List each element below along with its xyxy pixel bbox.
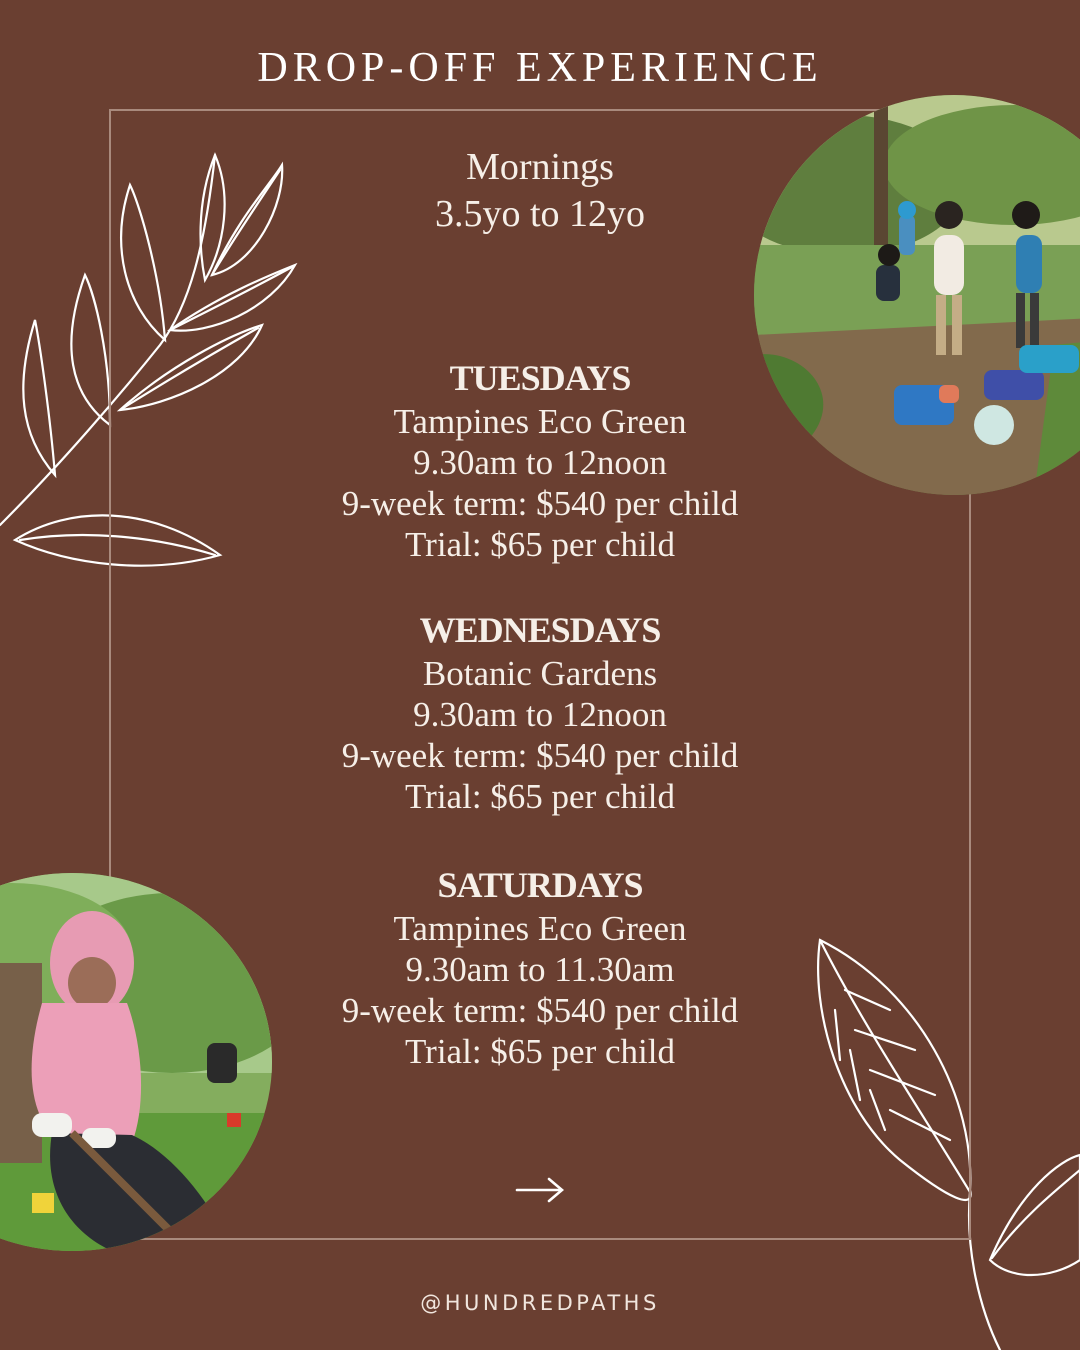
session-term-price: 9-week term: $540 per child [341, 736, 739, 775]
intro-mornings: Mornings [466, 146, 614, 188]
session-day: WEDNESDAYS [419, 610, 661, 650]
session-location: Botanic Gardens [422, 654, 658, 693]
session-day: TUESDAYS [449, 358, 631, 398]
session-saturdays [0, 865, 1080, 1072]
session-wednesdays [0, 610, 1080, 817]
session-trial-price: Trial: $65 per child [405, 525, 675, 564]
intro-age-range: 3.5yo to 12yo [434, 193, 646, 235]
intro-block [0, 144, 1080, 238]
session-time: 9.30am to 11.30am [405, 950, 675, 989]
session-time: 9.30am to 12noon [413, 443, 667, 482]
session-trial-price: Trial: $65 per child [405, 777, 675, 816]
page-title: DROP-OFF EXPERIENCE [257, 45, 823, 91]
social-handle: @HUNDREDPATHS [420, 1291, 660, 1315]
session-tuesdays [0, 358, 1080, 565]
session-term-price: 9-week term: $540 per child [341, 484, 739, 523]
session-location: Tampines Eco Green [393, 402, 687, 441]
session-trial-price: Trial: $65 per child [405, 1032, 675, 1071]
session-location: Tampines Eco Green [393, 909, 687, 948]
arrow-right-icon[interactable] [515, 1170, 565, 1210]
session-time: 9.30am to 12noon [413, 695, 667, 734]
session-term-price: 9-week term: $540 per child [341, 991, 739, 1030]
session-day: SATURDAYS [437, 865, 643, 905]
